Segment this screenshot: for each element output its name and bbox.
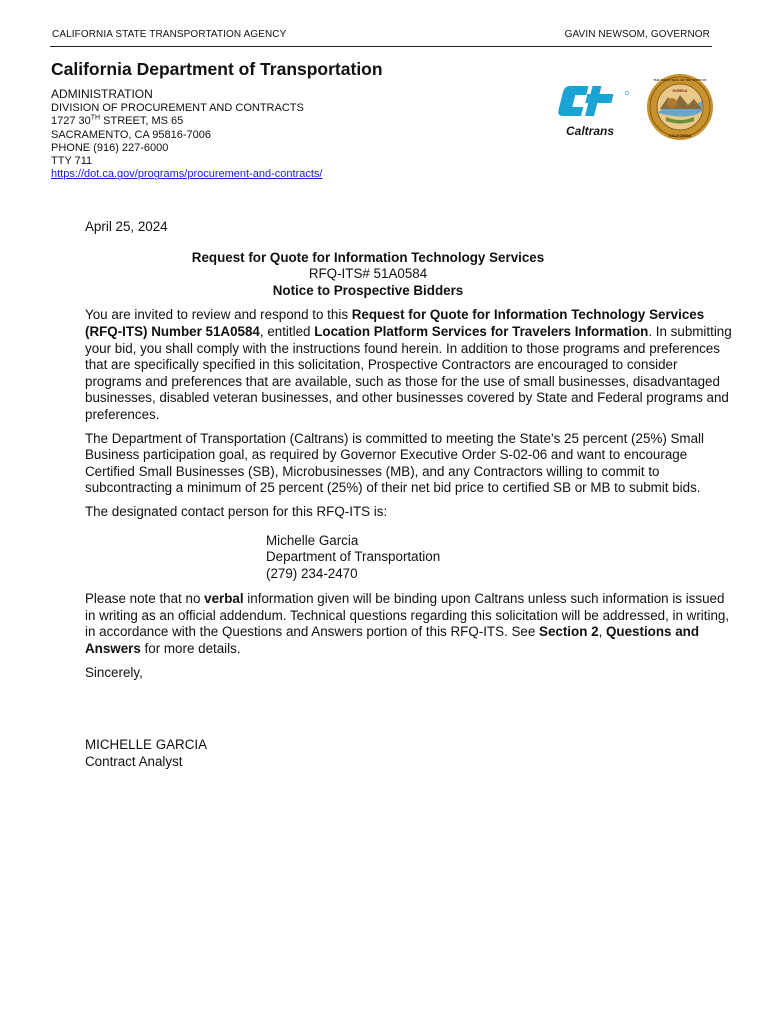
rfq-bold-title: Request for Quote for Information Technology Services (RFQ-ITS) Number 51A0584 bbox=[85, 307, 705, 339]
contact-name: Michelle Garcia bbox=[266, 532, 359, 548]
seal-top-text: THE GREAT SEAL OF THE STATE OF bbox=[653, 78, 707, 82]
governor-name: GAVIN NEWSOM, GOVERNOR bbox=[564, 29, 710, 40]
text-run: , entitled bbox=[259, 323, 315, 339]
questions-answers-reference: Questions and Answers bbox=[85, 624, 700, 657]
agency-name: CALIFORNIA STATE TRANSPORTATION AGENCY bbox=[52, 29, 287, 40]
street-ordinal: TH bbox=[90, 114, 101, 122]
street-number: 1727 30 bbox=[51, 115, 91, 128]
contact-block bbox=[266, 533, 735, 583]
caltrans-wordmark: Caltrans bbox=[566, 124, 615, 138]
caltrans-logo bbox=[554, 80, 632, 142]
paragraph-note bbox=[85, 591, 735, 657]
phone-line: PHONE (916) 227-6000 bbox=[51, 141, 169, 154]
text-run: You are invited to review and respond to this bbox=[85, 307, 352, 323]
contact-organization: Department of Transportation bbox=[266, 549, 441, 565]
project-title: Location Platform Services for Travelers Information bbox=[314, 323, 649, 339]
paragraph-small-business: The Department of Transportation (Caltrans) is committed to meeting the State’s 25 percent (25%) Small Business participation goal, as required by Governor Executive Order S-02-06 and want to encourage Certified Small Businesses (SB), Microbusinesses (MB), and any Contractors willing to commit to subcontracting a minimum of 25 percent (25%) of their net bid price to certified SB or MB to submit bids. bbox=[85, 430, 704, 496]
subject-title: Request for Quote for Information Technology Services bbox=[191, 249, 545, 265]
subject-notice: Notice to Prospective Bidders bbox=[272, 282, 464, 298]
office-name: DIVISION OF PROCUREMENT AND CONTRACTS bbox=[51, 102, 304, 114]
paragraph-contact-intro: The designated contact person for this RFQ-ITS is: bbox=[85, 503, 388, 519]
emphasis-verbal: verbal bbox=[204, 591, 244, 607]
seal-motto: EUREKA bbox=[672, 89, 688, 93]
text-run: for more details. bbox=[140, 641, 241, 657]
city-line: SACRAMENTO, CA 95816-7006 bbox=[51, 128, 211, 141]
letterhead-top-bar bbox=[50, 28, 712, 47]
letter-date: April 25, 2024 bbox=[85, 219, 168, 234]
ct-mark-icon bbox=[557, 86, 615, 116]
seal-bottom-text: CALIFORNIA bbox=[668, 134, 692, 138]
street-address bbox=[51, 115, 322, 128]
department-address bbox=[51, 87, 322, 182]
letter-subject bbox=[85, 250, 651, 300]
signature-block bbox=[85, 737, 735, 770]
contact-phone: (279) 234-2470 bbox=[266, 565, 358, 581]
signer-name: MICHELLE GARCIA bbox=[85, 737, 208, 753]
text-run: , bbox=[598, 624, 607, 640]
department-title: California Department of Transportation bbox=[51, 59, 383, 79]
tty-line: TTY 711 bbox=[51, 155, 93, 168]
paragraph-invitation bbox=[85, 307, 735, 423]
signer-title: Contract Analyst bbox=[85, 753, 183, 769]
text-run: information given will be binding upon Caltrans unless such information is issued in writing as an official addendum. Technical questions regarding this solicitation will be addressed, in writing, in accordance with the Questions and Answers portion of this RFQ-ITS. See bbox=[85, 591, 730, 640]
subject-rfq-number: RFQ-ITS# 51A0584 bbox=[308, 266, 428, 282]
california-seal-icon bbox=[646, 73, 714, 141]
text-run: . In submitting your bid, you shall comply with the instructions found herein. In addition to those programs and preferences that are specifically specified in this solicitation, Prospective Contractors are encouraged to consider programs and preferences that are available, such as those for the use of small businesses, disadvantaged businesses, disabled veteran businesses, and other businesses covered by State and Federal programs and preferences. bbox=[85, 323, 732, 422]
closing: Sincerely, bbox=[85, 664, 143, 680]
text-run: Please note that no bbox=[85, 591, 205, 607]
procurement-link[interactable]: https://dot.ca.gov/programs/procurement-and-contracts/ bbox=[51, 168, 323, 181]
section-reference: Section 2 bbox=[539, 624, 599, 640]
street-name: STREET, MS 65 bbox=[100, 115, 184, 128]
letter-body bbox=[85, 219, 735, 770]
division-name: ADMINISTRATION bbox=[51, 87, 153, 101]
